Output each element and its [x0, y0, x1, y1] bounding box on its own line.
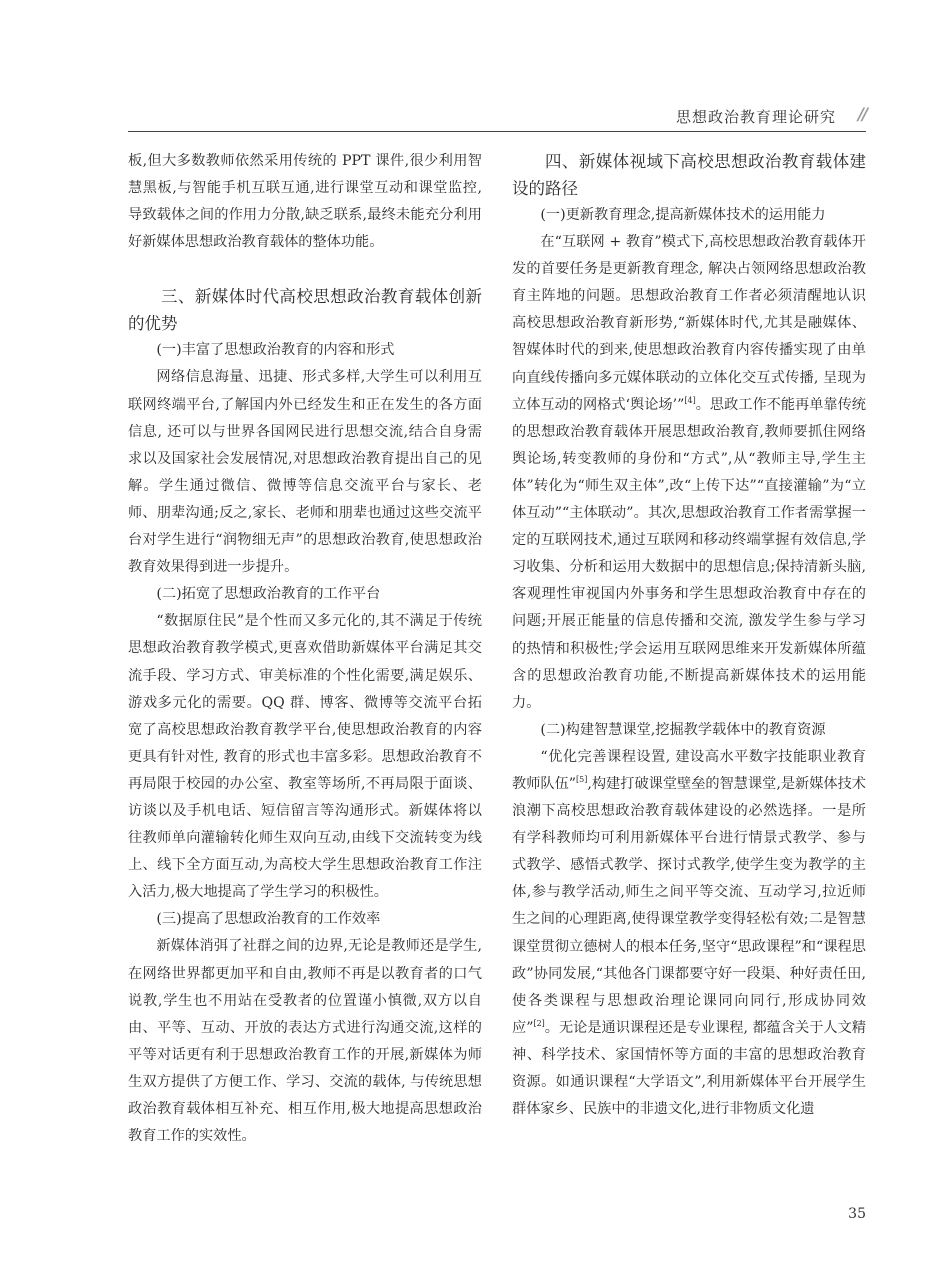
- header-slash-decoration: //: [857, 105, 866, 125]
- right-column: [512, 148, 866, 1123]
- paragraph-text: 。无论是通识课程还是专业课程, 都蕴含关于人文精神、科学技术、家国情怀等方面的丰富的思想政治教育资源。如通识课程“大学语文”,利用新媒体平台开展学生群体家乡、民族中的非遗文化,进行非物质文化遗: [512, 1019, 866, 1118]
- paragraph-text: “优化完善课程设置, 建设高水平数字技能职业教育教师队伍”: [512, 748, 866, 792]
- citation-ref-5: [5]: [576, 774, 588, 784]
- paragraph-text: ,构建打破课堂壁垒的智慧课堂,是新媒体技术浪潮下高校思想政治教育载体建设的必然选择。一是所有学科教师均可利用新媒体平台进行情景式教学、参与式教学、感悟式教学、探讨式教学,使学生变为教学的主体,参与教学活动,师生之间平等交流、互动学习,拉近师生之间的心理距离,使得课堂教学变得轻松有效;二是智慧课堂贯彻立德树人的根本任务,坚守“思政课程”和“课程思政”协同发展,“其他各门课都要守好一段渠、种好责任田,使各类课程与思想政治理论课同向同行,形成协同效应”: [512, 775, 866, 1036]
- header-rule: [128, 131, 866, 132]
- running-header: [128, 100, 866, 130]
- subsection-3-3-heading: (三)提高了思想政治教育的工作效率: [156, 911, 381, 928]
- subsection-4-1-paragraph: [512, 229, 866, 717]
- citation-ref-2: [2]: [533, 1018, 545, 1028]
- section-spacer: [128, 256, 482, 283]
- subsection-3-2-paragraph: “数据原住民”是个性而又多元化的,其不满足于传统思想政治教育教学模式,更喜欢借助新媒体平台满足其交流手段、学习方式、审美标准的个性化需要,满足娱乐、游戏多元化的需要。QQ 群、博客、微博等交流平台拓宽了高校思想政治教育教学平台,使思想政治教育的内容更具有针对性, 教育的形式也丰富多彩。思想政治教育不再局限于校园的办公室、教室等场所,不再局限于面谈、访谈以及手机电话、短信留言等沟通形式。新媒体将以往教师单向灌输转化师生双向互动,由线下交流转变为线上、线下全方面互动,为高校大学生思想政治教育工作注入活力,极大地提高了学生学习的积极性。: [128, 613, 482, 901]
- paragraph-text: 。思政工作不能再单靠传统的思想政治教育载体开展思想政治教育,教师要抓住网络舆论场,转变教师的身份和“方式”,从“教师主导,学生主体”转化为“师生双主体”,改“上传下达”“直接灌输”为“立体互动”“主体联动”。其次,思想政治教育工作者需掌握一定的互联网技术,通过互联网和移动终端掌握有效信息,学习收集、分析和运用大数据中的思想信息;保持清新头脑,客观理性审视国内外事务和学生思想政治教育中存在的问题;开展正能量的信息传播和交流, 激发学生参与学习的热情和积极性;学会运用互联网思维来开发新媒体所蕴含的思想政治教育功能,不断提高新媒体技术的运用能力。: [512, 396, 866, 711]
- paragraph-text: 在“互联网 + 教育”模式下,高校思想政治教育载体开发的首要任务是更新教育理念, 解决占领网络思想政治教育主阵地的问题。思想政治教育工作者必须清醒地认识高校思想政治教育新形势,“新媒体时代,尤其是融媒体、智媒体时代的到来,使思想政治教育内容传播实现了由单向直线传播向多元媒体联动的立体化交互式传播, 呈现为立体互动的网格式‘舆论场’”: [512, 234, 866, 413]
- journal-title: 思想政治教育理论研究: [675, 108, 836, 126]
- subsection-3-1-heading: (一)丰富了思想政治教育的内容和形式: [156, 342, 395, 359]
- subsection-3-2-heading: (二)拓宽了思想政治教育的工作平台: [156, 586, 381, 603]
- citation-ref-4: [4]: [684, 395, 696, 405]
- section-4-heading: 四、新媒体视域下高校思想政治教育载体建设的路径: [512, 152, 866, 198]
- subsection-3-1-paragraph: 网络信息海量、迅捷、形式多样,大学生可以利用互联网终端平台,了解国内外已经发生和正在发生的各方面信息, 还可以与世界各国网民进行思想交流,结合自身需求以及国家社会发展情况,对思想政治教育提出自己的见解。学生通过微信、微博等信息交流平台与家长、老师、朋辈沟通;反之,家长、老师和朋辈也通过这些交流平台对学生进行“润物细无声”的思想政治教育,使思想政治教育效果得到进一步提升。: [128, 369, 482, 576]
- subsection-4-1-heading: (一)更新教育理念,提高新媒体技术的运用能力: [540, 207, 826, 223]
- subsection-4-2-heading: (二)构建智慧课堂,挖掘教学载体中的教育资源: [540, 721, 826, 738]
- subsection-3-3-paragraph: 新媒体消弭了社群之间的边界,无论是教师还是学生,在网络世界都更加平和自由,教师不再是以教育者的口气说教,学生也不用站在受教者的位置谨小慎微,双方以自由、平等、互动、开放的表达方式进行沟通交流,这样的平等对话更有利于思想政治教育工作的开展,新媒体为师生双方提供了方便工作、学习、交流的载体, 与传统思想政治教育载体相互补充、相互作用,极大地提高思想政治教育工作的实效性。: [128, 938, 482, 1145]
- continued-paragraph: 板,但大多数教师依然采用传统的 PPT 课件,很少利用智慧黑板,与智能手机互联互通,进行课堂互动和课堂监控,导致载体之间的作用力分散,缺乏联系,最终未能充分利用好新媒体思想政治教育载体的整体功能。: [128, 153, 482, 251]
- page-number: 35: [848, 1206, 866, 1222]
- left-column: [128, 148, 482, 1150]
- subsection-4-2-paragraph: [512, 744, 866, 1123]
- section-3-heading: 三、新媒体时代高校思想政治教育载体创新的优势: [128, 287, 482, 334]
